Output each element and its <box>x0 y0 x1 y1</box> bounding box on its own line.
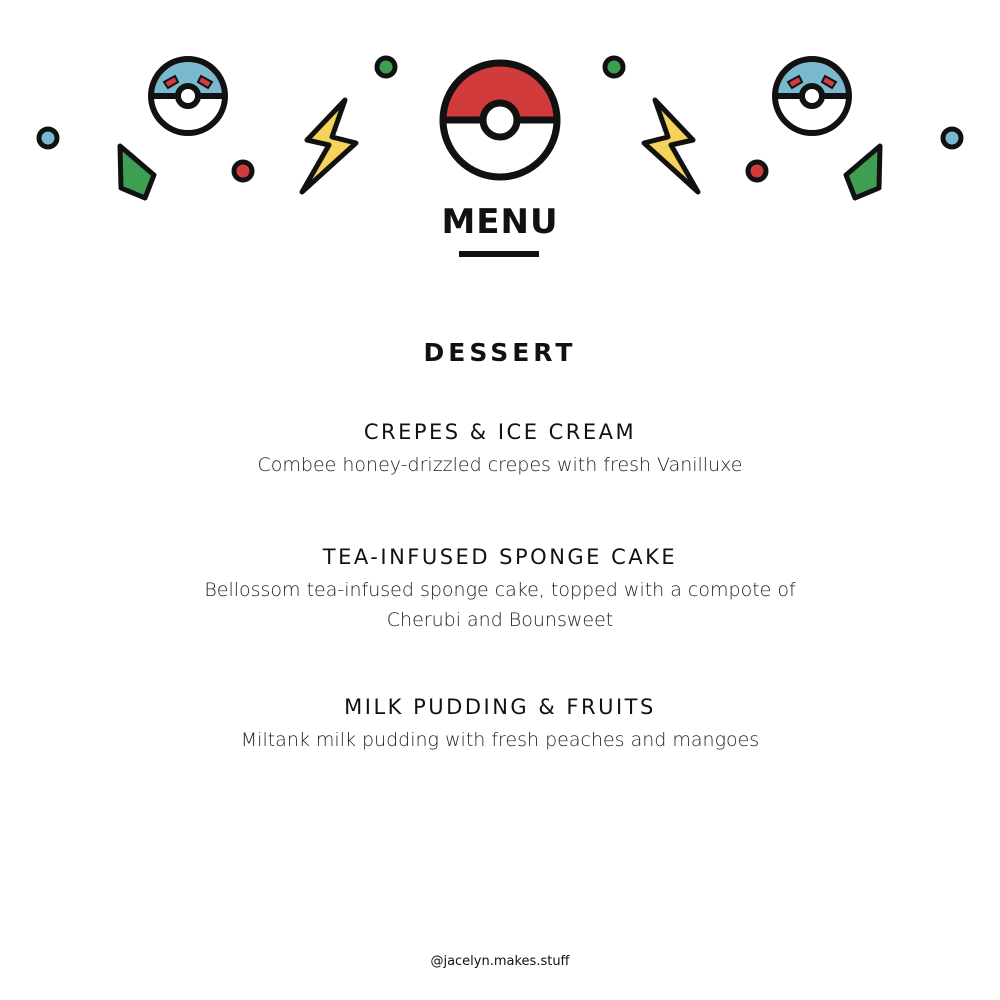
page-title: MENU <box>441 202 559 242</box>
menu-item-description: Combee honey-drizzled crepes with fresh Vanilluxe <box>257 454 743 476</box>
leaf-gem-icon <box>120 146 154 198</box>
menu-item-description: Bellossom tea-infused sponge cake, topped with a compote of Cherubi and Bounsweet <box>204 579 796 631</box>
menu-item <box>0 542 1000 635</box>
dive-ball-icon <box>775 59 849 133</box>
menu-item <box>0 417 1000 480</box>
header-decoration <box>0 0 1000 210</box>
dot-icon <box>39 129 57 147</box>
lightning-bolt-icon <box>302 100 356 192</box>
menu-item-name: MILK PUDDING & FRUITS <box>344 695 656 719</box>
pokeball-icon <box>443 63 557 177</box>
section-title: DESSERT <box>423 338 577 367</box>
menu-item <box>0 692 1000 755</box>
menu-item-name: CREPES & ICE CREAM <box>363 420 637 444</box>
leaf-gem-icon <box>846 146 880 198</box>
dot-icon <box>748 162 766 180</box>
menu-item-name: TEA-INFUSED SPONGE CAKE <box>322 545 678 569</box>
lightning-bolt-icon <box>644 100 698 192</box>
dot-icon <box>943 129 961 147</box>
footer-credit: @jacelyn.makes.stuff <box>430 954 570 969</box>
dive-ball-icon <box>151 59 225 133</box>
dot-icon <box>377 58 395 76</box>
dot-icon <box>605 58 623 76</box>
title-underline <box>459 251 539 257</box>
dot-icon <box>234 162 252 180</box>
menu-item-description: Miltank milk pudding with fresh peaches and mangoes <box>240 729 760 751</box>
